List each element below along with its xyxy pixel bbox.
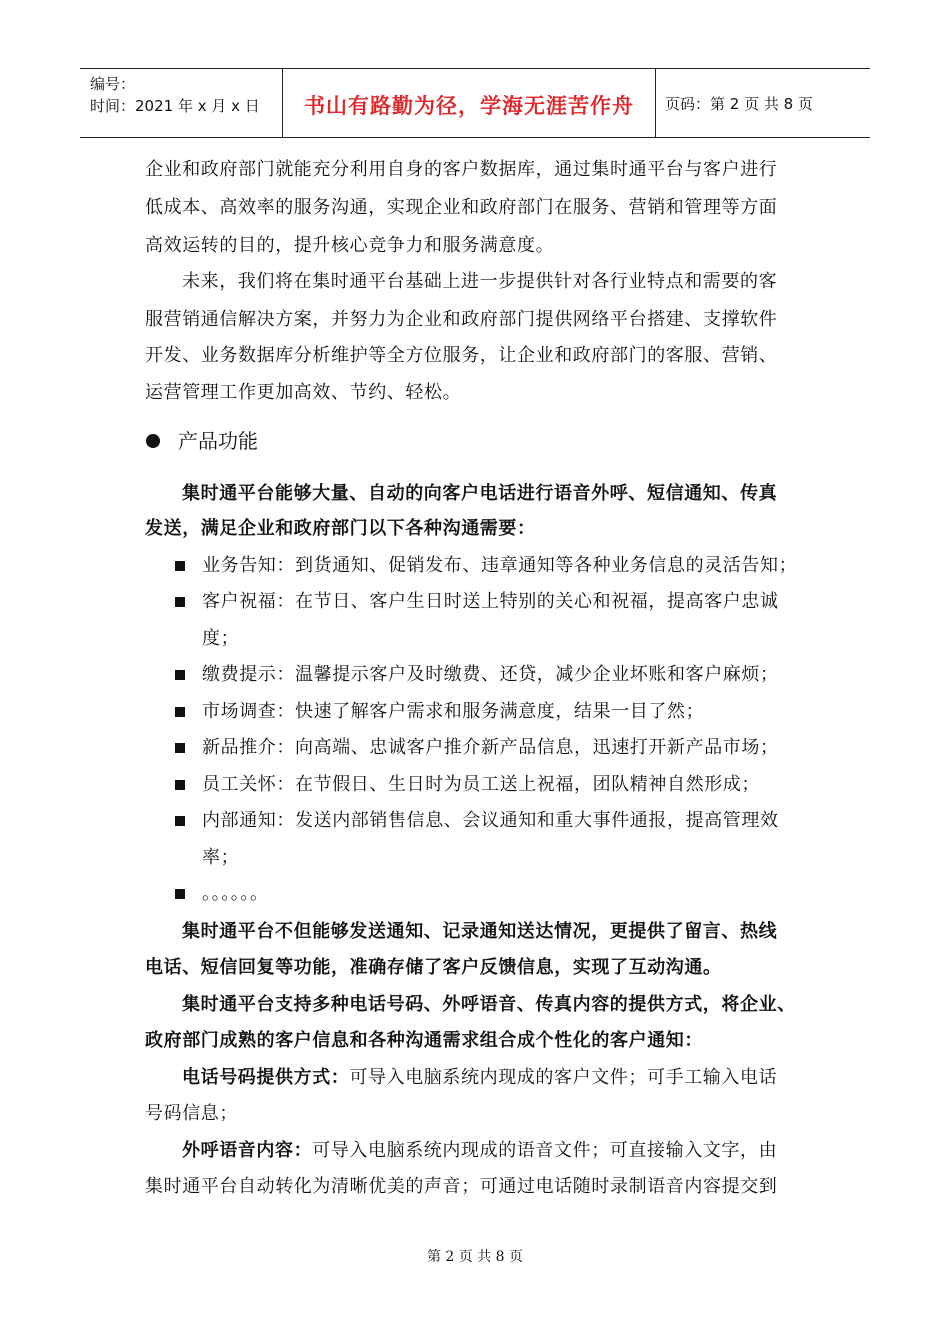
bold-intro-line: 集时通平台能够大量、自动的向客户电话进行语音外呼、短信通知、传真 [182,483,778,504]
list-item: 员工关怀：在节假日、生日时为员工送上祝福，团队精神自然形成； [202,774,760,795]
phone-para-line [182,1068,777,1088]
phone-para-text: 可导入电脑系统内现成的客户文件；可手工输入电话 [349,1067,778,1088]
bold-para-line: 电话、短信回复等功能，准确存储了客户反馈信息，实现了互动沟通。 [145,957,722,978]
page-footer: 第 2 页 共 8 页 [426,1249,524,1265]
section-title: 产品功能 [178,429,258,453]
voice-para-line [182,1141,777,1161]
bold-para-line: 政府部门成熟的客户信息和各种沟通需求组合成个性化的客户通知： [145,1030,703,1051]
bold-para-line: 集时通平台不但能够发送通知、记录通知送达情况，更提供了留言、热线 [182,921,778,942]
future-line: 开发、业务数据库分析维护等全方位服务，让企业和政府部门的客服、营销、 [145,345,778,366]
list-item: 内部通知：发送内部销售信息、会议通知和重大事件通报，提高管理效 [202,810,779,831]
list-item: 新品推介：向高端、忠诚客户推介新产品信息，迅速打开新产品市场； [202,737,779,758]
future-line: 运营管理工作更加高效、节约、轻松。 [145,382,462,403]
square-bullet-icon [175,670,185,680]
list-item-continuation: 率； [202,847,240,868]
header-page-cell [655,69,870,137]
square-bullet-icon [175,889,185,899]
square-bullet-icon [175,707,185,717]
list-item: 。。。。。。 [202,883,269,904]
square-bullet-icon [175,816,185,826]
phone-para-label: 电话号码提供方式： [182,1067,350,1088]
list-item: 市场调查：快速了解客户需求和服务满意度，结果一目了然； [202,701,705,722]
header-motto: 书山有路勤为径，学海无涯苦作舟 [304,94,634,118]
header-page-info: 页码：第 2 页 共 8 页 [665,95,813,113]
list-item-continuation: 度； [202,628,240,649]
intro-line: 企业和政府部门就能充分利用自身的客户数据库，通过集时通平台与客户进行 [145,159,778,180]
list-item: 业务告知：到货通知、促销发布、违章通知等各种业务信息的灵活告知； [202,555,798,576]
square-bullet-icon [175,597,185,607]
section-bullet-icon [146,434,160,448]
header-motto-cell [282,69,656,137]
future-line: 服营销通信解决方案，并努力为企业和政府部门提供网络平台搭建、支撑软件 [145,309,778,330]
page-header [80,68,870,138]
square-bullet-icon [175,780,185,790]
voice-para-line2: 集时通平台自动转化为清晰优美的声音；可通过电话随时录制语音内容提交到 [145,1176,778,1197]
voice-para-text: 可导入电脑系统内现成的语音文件；可直接输入文字，由 [312,1140,778,1161]
doc-number-label: 编号： [90,75,136,93]
voice-para-label: 外呼语音内容： [182,1140,313,1161]
square-bullet-icon [175,743,185,753]
intro-line: 低成本、高效率的服务沟通，实现企业和政府部门在服务、营销和管理等方面 [145,197,778,218]
list-item: 缴费提示：温馨提示客户及时缴费、还贷，减少企业坏账和客户麻烦； [202,664,779,685]
intro-line: 高效运转的目的，提升核心竞争力和服务满意度。 [145,235,555,256]
square-bullet-icon [175,561,185,571]
list-item: 客户祝福：在节日、客户生日时送上特别的关心和祝福，提高客户忠诚 [202,591,779,612]
header-meta-cell [80,69,282,137]
phone-para-line2: 号码信息； [145,1103,238,1124]
doc-time-label: 时间：2021 年 x 月 x 日 [90,97,260,115]
bold-intro-line: 发送，满足企业和政府部门以下各种沟通需要： [145,518,536,539]
future-line: 未来，我们将在集时通平台基础上进一步提供针对各行业特点和需要的客 [182,271,778,292]
bold-para-line: 集时通平台支持多种电话号码、外呼语音、传真内容的提供方式，将企业、 [182,994,796,1015]
